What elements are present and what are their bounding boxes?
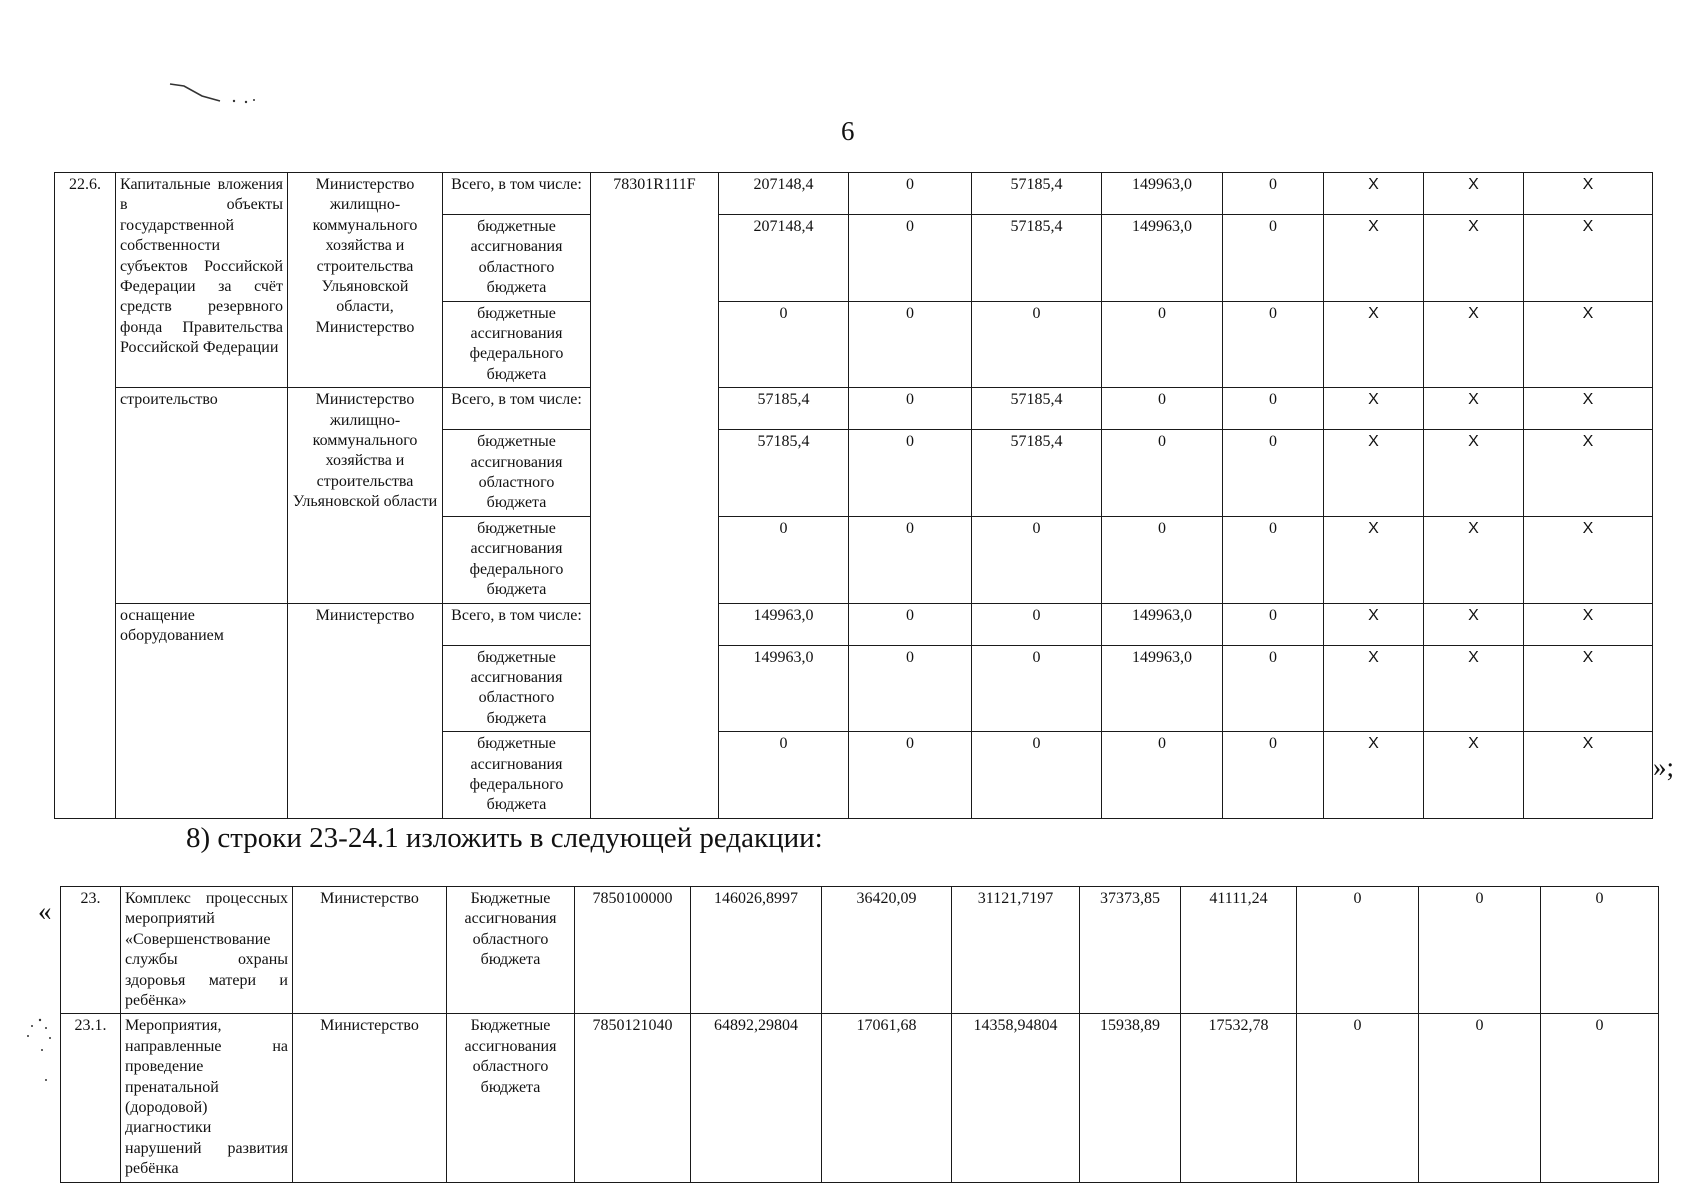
year-value: Х (1424, 173, 1524, 215)
year-value: Х (1524, 215, 1653, 302)
year-value: 149963,0 (1102, 603, 1223, 645)
year-value: 0 (849, 516, 972, 603)
year-value: 149963,0 (1102, 215, 1223, 302)
year-value: Х (1424, 301, 1524, 388)
year-value: 0 (1297, 1014, 1419, 1182)
measure-name: строительство (116, 388, 288, 603)
year-value: 0 (1102, 516, 1223, 603)
budget-table-row-22-6 (54, 172, 1653, 819)
year-value: 17532,78 (1181, 1014, 1297, 1182)
year-value: 0 (849, 301, 972, 388)
year-value: 0 (1102, 388, 1223, 430)
total-value: 149963,0 (719, 603, 849, 645)
year-value: 0 (1223, 603, 1324, 645)
year-value: Х (1324, 388, 1424, 430)
executor: Министерство (288, 603, 443, 818)
opening-quote: « (38, 896, 52, 926)
table-row (61, 1014, 1659, 1182)
year-value: 0 (972, 301, 1102, 388)
year-value: 0 (1223, 430, 1324, 517)
executor: Министерство жилищно-коммунального хозяйства и строительства Ульяновской области, Министерство (288, 173, 443, 388)
funding-source: бюджетные ассигнования областного бюджета (443, 215, 591, 302)
year-value: 0 (1102, 301, 1223, 388)
year-value: 0 (1223, 388, 1324, 430)
year-value: 0 (849, 732, 972, 819)
measure-name: оснащение оборудованием (116, 603, 288, 818)
year-value: Х (1424, 603, 1524, 645)
year-value: 41111,24 (1181, 887, 1297, 1014)
funding-source: бюджетные ассигнования областного бюджета (443, 430, 591, 517)
year-value: 0 (849, 645, 972, 732)
measure-name: Мероприятия, направленные на проведение пренатальной (дородовой) диагностики нарушений развития ребёнка (121, 1014, 293, 1182)
year-value: 149963,0 (1102, 645, 1223, 732)
amendment-instruction: 8) строки 23-24.1 изложить в следующей редакции: (186, 822, 823, 854)
year-value: Х (1324, 173, 1424, 215)
year-value: 0 (1223, 301, 1324, 388)
funding-source: бюджетные ассигнования федерального бюджета (443, 732, 591, 819)
budget-code: 7850100000 (575, 887, 691, 1014)
closing-quote: »; (1653, 752, 1675, 782)
year-value: Х (1424, 645, 1524, 732)
year-value: 0 (849, 430, 972, 517)
table-row (61, 887, 1659, 1014)
funding-source: Всего, в том числе: (443, 173, 591, 215)
total-value: 0 (719, 301, 849, 388)
year-value: Х (1424, 516, 1524, 603)
year-value: Х (1524, 516, 1653, 603)
year-value: 0 (1541, 887, 1659, 1014)
year-value: 0 (1223, 645, 1324, 732)
funding-source: Всего, в том числе: (443, 388, 591, 430)
year-value: Х (1524, 173, 1653, 215)
row-number: 22.6. (55, 173, 116, 819)
year-value: 0 (972, 516, 1102, 603)
table-row (55, 388, 1653, 430)
budget-code: 78301R111F (591, 173, 719, 819)
total-value: 146026,8997 (691, 887, 822, 1014)
year-value: Х (1524, 603, 1653, 645)
row-number: 23.1. (61, 1014, 121, 1182)
year-value: 36420,09 (822, 887, 952, 1014)
year-value: 0 (849, 388, 972, 430)
year-value: 0 (1223, 215, 1324, 302)
year-value: 57185,4 (972, 215, 1102, 302)
year-value: 57185,4 (972, 388, 1102, 430)
year-value: Х (1424, 732, 1524, 819)
funding-source: бюджетные ассигнования областного бюджета (443, 645, 591, 732)
year-value: 0 (1419, 887, 1541, 1014)
measure-name: Капитальные вложения в объекты государственной собственности субъектов Российской Федерации за счёт средств резервного фонда Правительства Российской Федерации (116, 173, 288, 388)
year-value: 37373,85 (1080, 887, 1181, 1014)
table-row (55, 603, 1653, 645)
year-value: 0 (1223, 732, 1324, 819)
year-value: 17061,68 (822, 1014, 952, 1182)
funding-source: бюджетные ассигнования федерального бюджета (443, 301, 591, 388)
total-value: 207148,4 (719, 173, 849, 215)
year-value: 0 (1102, 430, 1223, 517)
year-value: 57185,4 (972, 430, 1102, 517)
year-value: Х (1424, 215, 1524, 302)
year-value: Х (1424, 430, 1524, 517)
funding-source: бюджетные ассигнования федерального бюджета (443, 516, 591, 603)
year-value: Х (1524, 645, 1653, 732)
total-value: 64892,29804 (691, 1014, 822, 1182)
year-value: Х (1524, 388, 1653, 430)
year-value: 0 (972, 732, 1102, 819)
executor: Министерство жилищно-коммунального хозяйства и строительства Ульяновской области (288, 388, 443, 603)
year-value: 0 (1102, 732, 1223, 819)
executor: Министерство (293, 887, 447, 1014)
year-value: Х (1524, 732, 1653, 819)
year-value: Х (1324, 301, 1424, 388)
measure-name: Комплекс процессных мероприятий «Совершенствование службы охраны здоровья матери и ребёнка» (121, 887, 293, 1014)
budget-code: 7850121040 (575, 1014, 691, 1182)
total-value: 57185,4 (719, 388, 849, 430)
total-value: 149963,0 (719, 645, 849, 732)
total-value: 0 (719, 516, 849, 603)
year-value: 149963,0 (1102, 173, 1223, 215)
scan-artifact-dots (20, 1014, 60, 1084)
year-value: Х (1524, 430, 1653, 517)
executor: Министерство (293, 1014, 447, 1182)
year-value: Х (1324, 215, 1424, 302)
year-value: 0 (1541, 1014, 1659, 1182)
total-value: 57185,4 (719, 430, 849, 517)
year-value: 0 (1223, 173, 1324, 215)
total-value: 0 (719, 732, 849, 819)
year-value: 0 (1297, 887, 1419, 1014)
year-value: 31121,7197 (952, 887, 1080, 1014)
funding-source: Бюджетные ассигнования областного бюджета (447, 1014, 575, 1182)
year-value: 0 (849, 603, 972, 645)
year-value: Х (1424, 388, 1524, 430)
table-row (55, 173, 1653, 215)
year-value: 57185,4 (972, 173, 1102, 215)
year-value: 0 (849, 215, 972, 302)
year-value: 0 (972, 603, 1102, 645)
year-value: 0 (1419, 1014, 1541, 1182)
scan-artifact-mark (168, 78, 258, 108)
year-value: 0 (972, 645, 1102, 732)
year-value: 15938,89 (1080, 1014, 1181, 1182)
year-value: 14358,94804 (952, 1014, 1080, 1182)
year-value: Х (1324, 516, 1424, 603)
funding-source: Бюджетные ассигнования областного бюджета (447, 887, 575, 1014)
page-number: 6 (841, 116, 855, 146)
total-value: 207148,4 (719, 215, 849, 302)
year-value: Х (1324, 732, 1424, 819)
year-value: Х (1324, 603, 1424, 645)
year-value: 0 (1223, 516, 1324, 603)
budget-table-rows-23 (60, 886, 1659, 1183)
funding-source: Всего, в том числе: (443, 603, 591, 645)
year-value: Х (1324, 645, 1424, 732)
year-value: 0 (849, 173, 972, 215)
row-number: 23. (61, 887, 121, 1014)
year-value: Х (1524, 301, 1653, 388)
year-value: Х (1324, 430, 1424, 517)
